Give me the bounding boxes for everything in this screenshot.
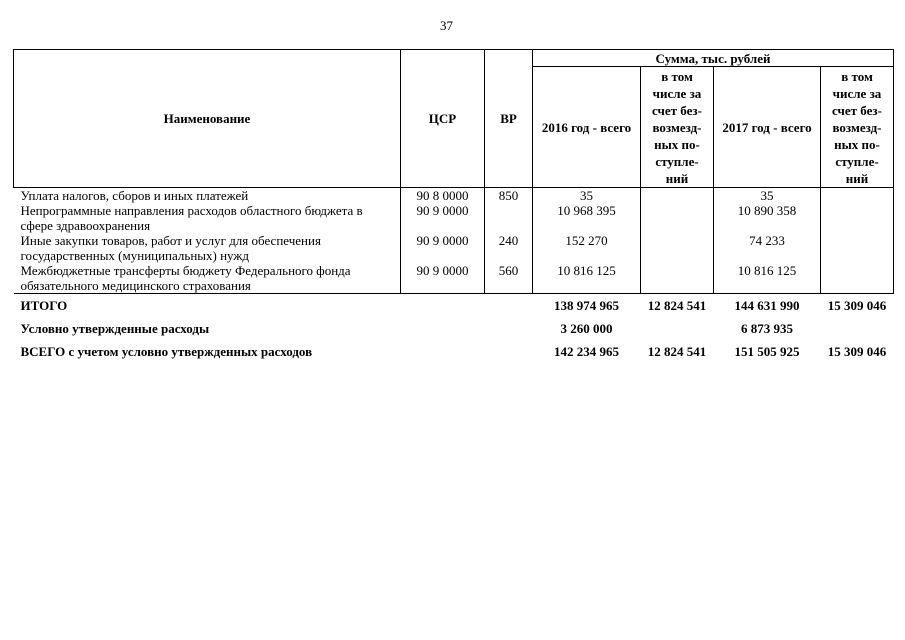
header-2017-total: 2017 год - всего [714,67,821,188]
table-row [14,233,894,263]
total-row [14,317,894,340]
header-vr: ВР [485,50,533,188]
header-csr: ЦСР [401,50,485,188]
page-number: 37 [440,18,453,33]
row-free-2016 [641,203,714,233]
total-total2016: 138 974 965 [554,298,619,313]
total-total2016: 3 260 000 [560,321,613,336]
row-name: Уплата налогов, сборов и иных платежей [20,188,249,203]
row-csr: 90 9 0000 [401,203,485,233]
header-name: Наименование [14,50,401,188]
row-name: Иные закупки товаров, работ и услуг для обеспечения государственных (муниципальных) нужд [20,233,321,263]
budget-table [13,49,894,363]
row-free-2017 [821,203,894,233]
row-csr: 90 9 0000 [401,233,485,263]
row-total-2017: 35 [760,188,774,203]
total-name: ИТОГО [20,298,68,313]
row-free-2016 [641,188,714,204]
total-free2016: 12 824 541 [647,298,707,313]
table-row [14,188,894,204]
total-free2016: 12 824 541 [647,344,707,359]
total-free2017: 15 309 046 [827,344,887,359]
row-name: Непрограммные направления расходов областного бюджета в сфере здравоохранения [20,203,363,233]
row-vr: 560 [485,263,533,294]
row-total-2016: 10 816 125 [533,263,641,294]
row-free-2017 [821,188,894,204]
table-row [14,203,894,233]
row-vr: 850 [485,188,533,204]
total-total2017: 151 505 925 [734,344,800,359]
row-name: Межбюджетные трансферты бюджету Федерального фонда обязательного медицинского страхования [14,263,401,294]
total-total2017: 144 631 990 [734,298,800,313]
total-row [14,294,894,318]
row-free-2016 [641,263,714,294]
total-free2017 [821,317,894,340]
row-total-2017: 10 890 358 [737,203,797,218]
total-total2016: 142 234 965 [554,344,619,359]
row-vr: 240 [485,233,533,263]
row-vr [485,203,533,233]
row-total-2016: 152 270 [565,233,608,248]
total-free2016 [641,317,714,340]
row-total-2016: 35 [580,188,593,203]
header-2016-free: в том числе за счет без- возмезд- ных по- ступле- ний [641,67,714,188]
row-total-2017: 74 233 [749,233,785,248]
total-total2017: 6 873 935 [741,321,793,336]
header-sum: Сумма, тыс. рублей [533,50,894,67]
row-total-2016: 10 968 395 [557,203,616,218]
row-csr: 90 8 0000 [401,188,485,204]
total-name: ВСЕГО с учетом условно утвержденных расходов [20,344,313,359]
row-csr: 90 9 0000 [401,263,485,294]
row-free-2017 [821,263,894,294]
table-row [14,263,894,294]
row-total-2017: 10 816 125 [714,263,821,294]
total-name: Условно утвержденные расходы [20,321,210,336]
total-free2017: 15 309 046 [827,298,887,313]
header-2016-total: 2016 год - всего [533,67,641,188]
header-2017-free: в том числе за счет без- возмезд- ных по- ступле- ний [821,67,894,188]
total-row [14,340,894,363]
row-free-2016 [641,233,714,263]
row-free-2017 [821,233,894,263]
